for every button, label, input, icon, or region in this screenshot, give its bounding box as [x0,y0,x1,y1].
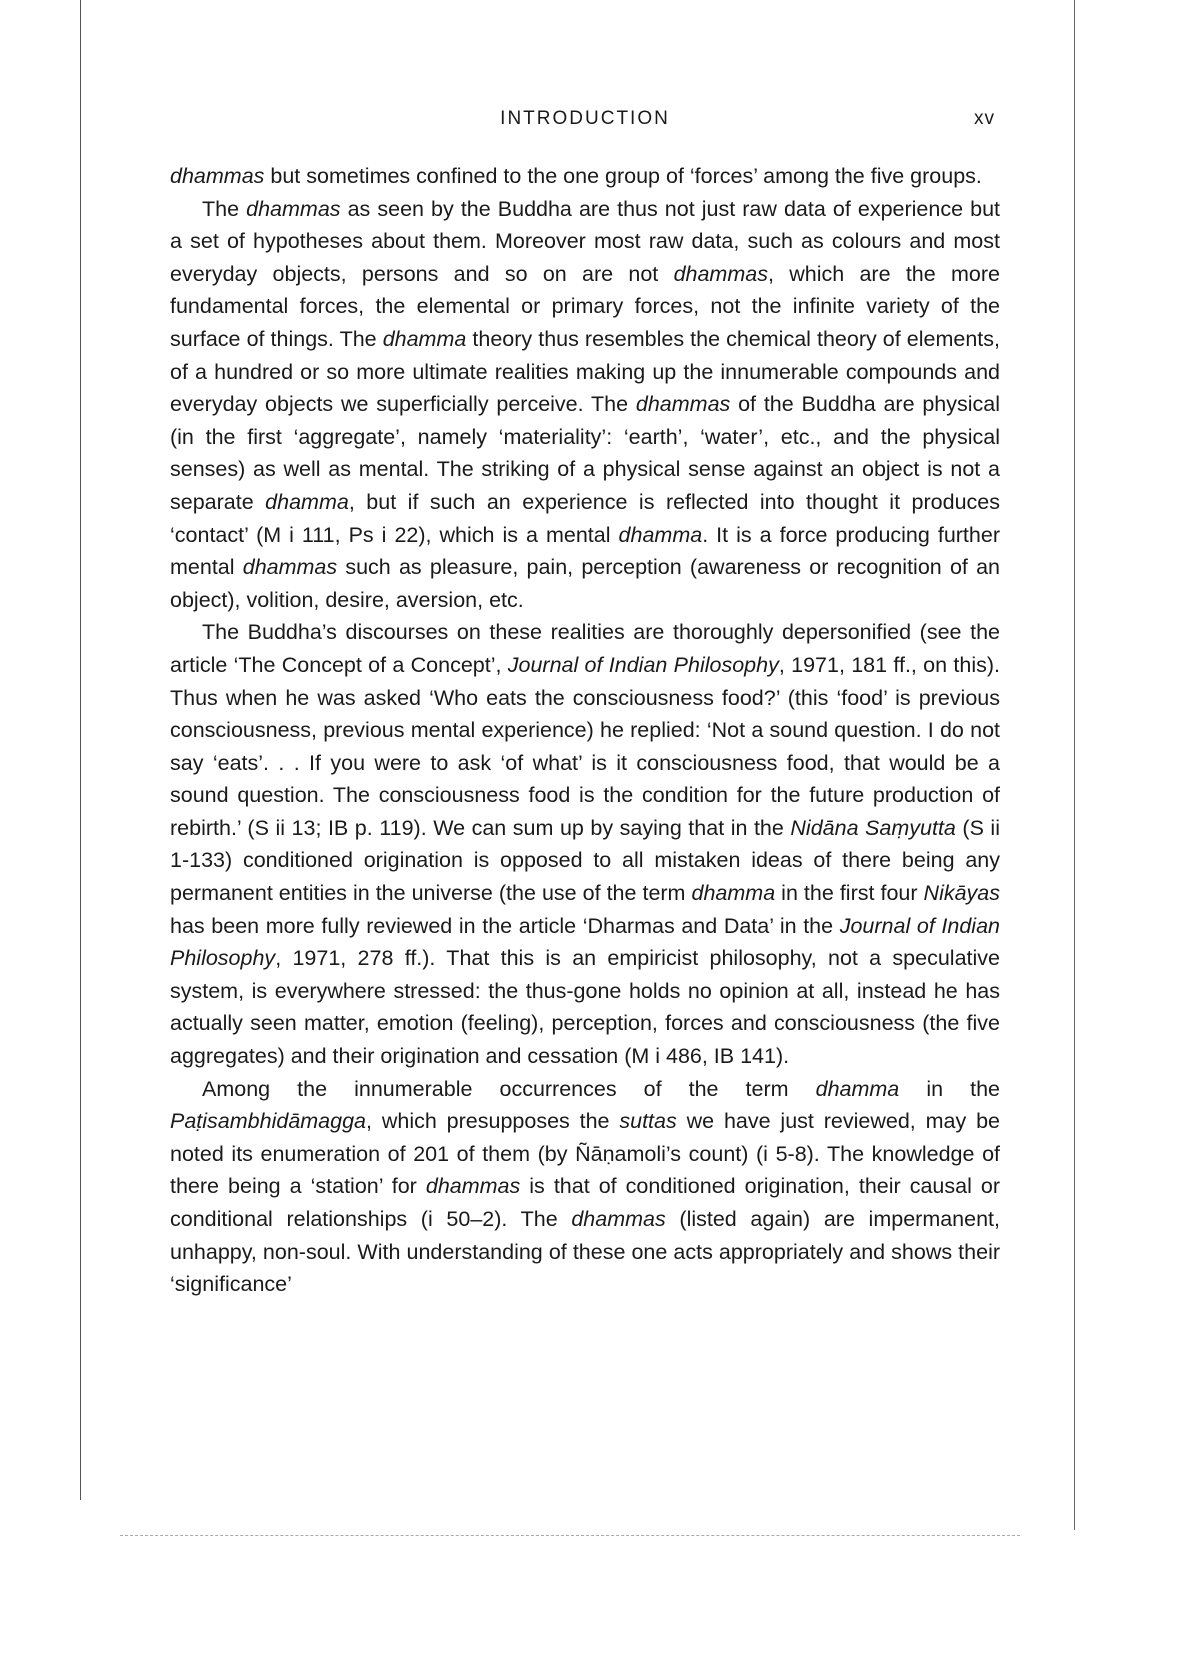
paragraph: The Buddha’s discourses on these realities are thoroughly depersonified (see the article ‘The Concept of a Concept’, Journal of Indian Philosophy, 1971, 181 ff., on this). Thus when he was asked ‘Who eats the consciousness food?’ (this ‘food’ is previous consciousness, previous mental experience) he replied: ‘Not a sound question. I do not say ‘eats’. . . If you were to ask ‘of what’ is it consciousness food, that would be a sound question. The consciousness food is the condition for the future production of rebirth.’ (S ii 13; IB p. 119). We can sum up by saying that in the Nidāna Saṃyutta (S ii 1-133) conditioned origination is opposed to all mistaken ideas of there being any permanent entities in the universe (the use of the term dhamma in the first four Nikāyas has been more fully reviewed in the article ‘Dharmas and Data’ in the Journal of Indian Philosophy, 1971, 278 ff.). That this is an empiricist philosophy, not a speculative system, is everywhere stressed: the thus-gone holds no opinion at all, instead he has actually seen matter, emotion (feeling), perception, forces and consciousness (the five aggregates) and their origination and cessation (M i 486, IB 141). [170,620,1001,1069]
scan-left-margin-line [80,0,81,1500]
running-title: INTRODUCTION [500,108,670,129]
page-header [175,108,995,138]
paragraph: dhammas but sometimes confined to the one group of ‘forces’ among the five groups. [170,164,982,188]
scan-right-margin-line [1074,0,1075,1530]
scan-bottom-edge [120,1535,1020,1538]
body-text [170,160,1000,1301]
paragraph: The dhammas as seen by the Buddha are thus not just raw data of experience but a set of hypotheses about them. Moreover most raw data, such as colours and most everyday objects, persons and so on are not dhammas, which are the more fundamental forces, the elemental or primary forces, not the infinite variety of the surface of things. The dhamma theory thus resembles the chemical theory of elements, of a hundred or so more ultimate realities making up the innumerable compounds and everyday objects we superficially perceive. The dhammas of the Buddha are physical (in the first ‘aggregate’, namely ‘materiality’: ‘earth’, ‘water’, etc., and the physical senses) as well as mental. The striking of a physical sense against an object is not a separate dhamma, but if such an experience is reflected into thought it produces ‘contact’ (M i 111, Ps i 22), which is a mental dhamma. It is a force producing further mental dhammas such as pleasure, pain, perception (awareness or recognition of an object), volition, desire, aversion, etc. [170,196,1001,612]
paragraph: Among the innumerable occurrences of the term dhamma in the Paṭisambhidāmagga, which presupposes the suttas we have just reviewed, may be noted its enumeration of 201 of them (by Ñāṇamoli’s count) (i 5-8). The knowledge of there being a ‘station’ for dhammas is that of conditioned origination, their causal or conditional relationships (i 50–2). The dhammas (listed again) are impermanent, unhappy, non-soul. With understanding of these one acts appropriately and shows their ‘significance’ [170,1076,1001,1297]
page-number: xv [974,108,995,129]
